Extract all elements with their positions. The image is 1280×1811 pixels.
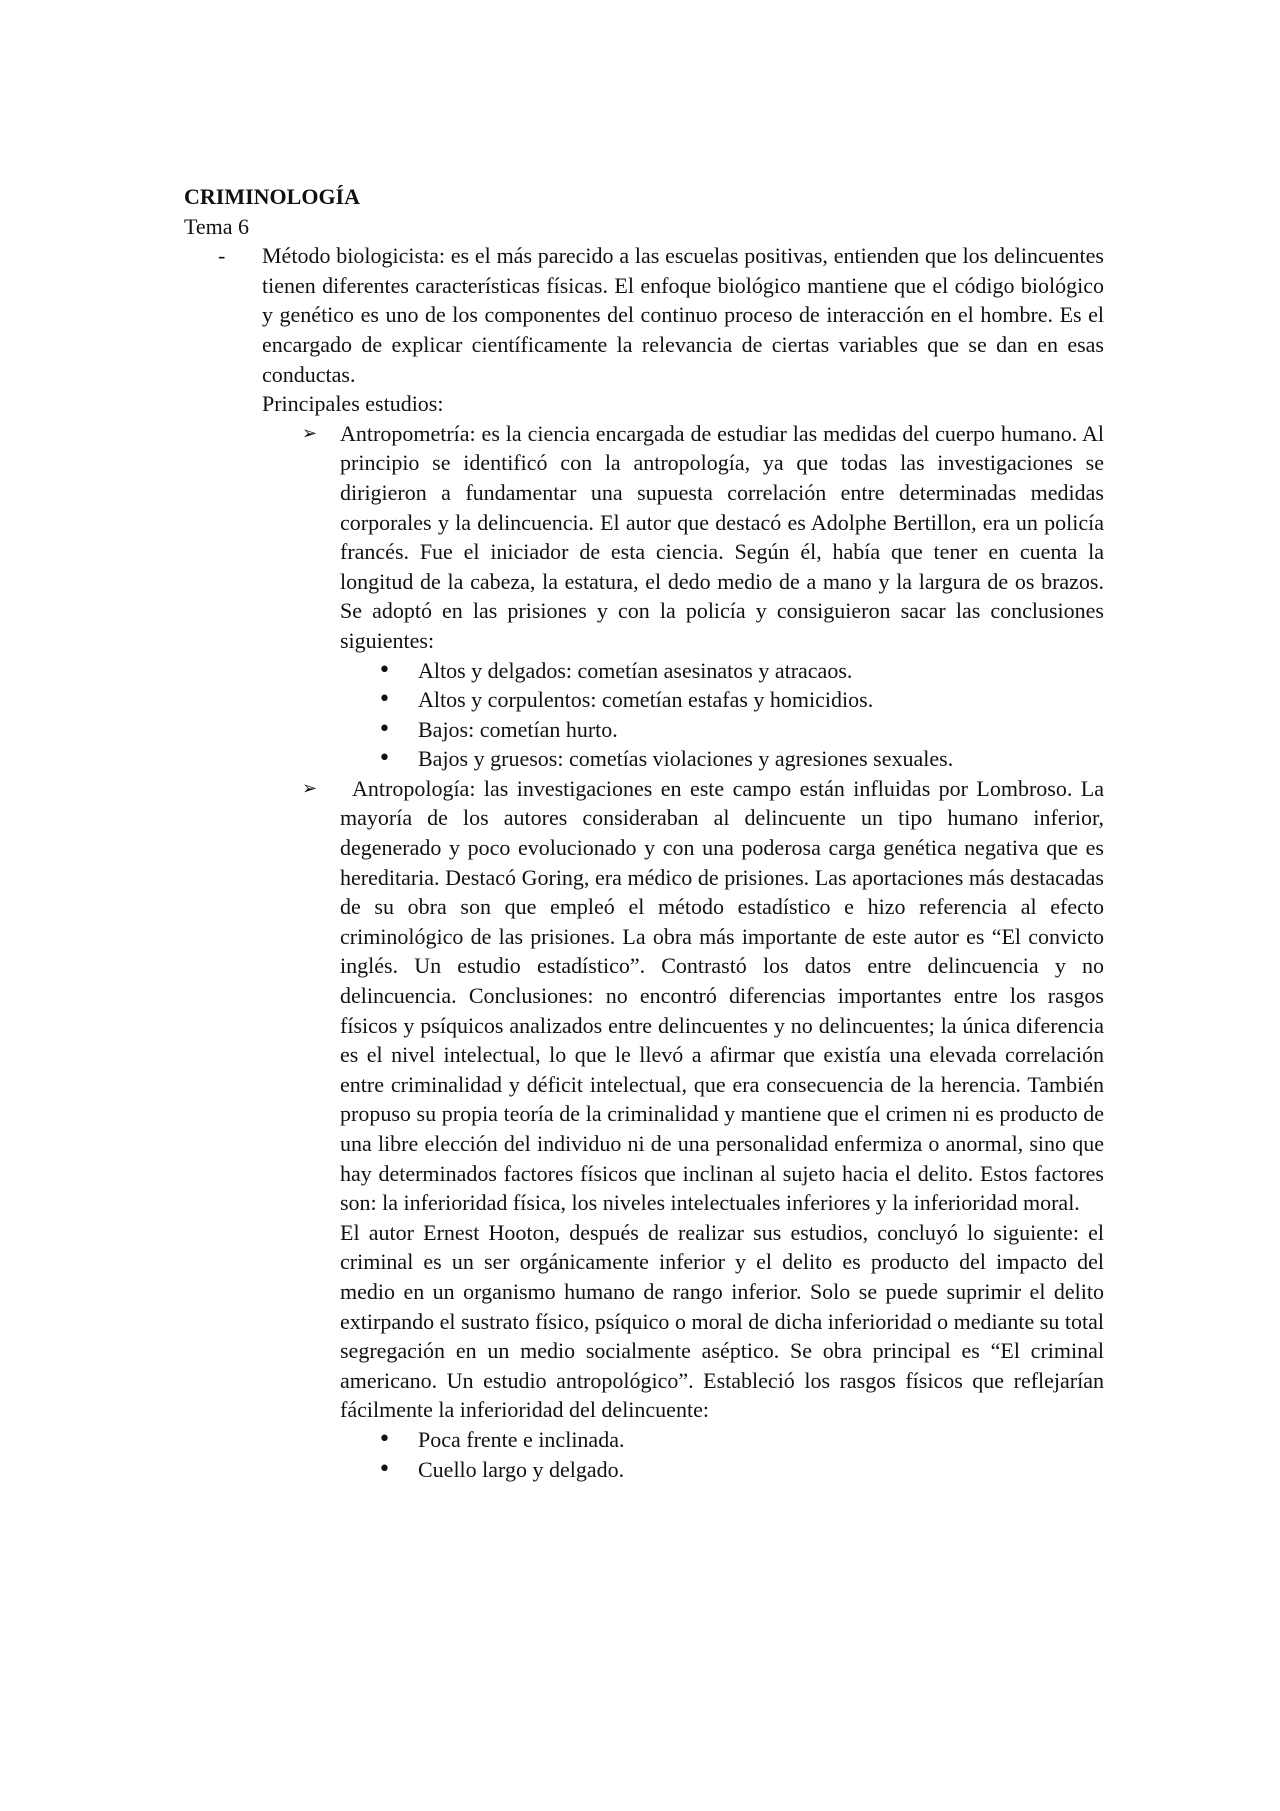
antropometria-bullet-list: [184, 656, 1104, 774]
bullet-icon: •: [378, 657, 391, 683]
bullet-icon: •: [378, 1426, 391, 1452]
antropologia-paragraph: [340, 774, 1104, 1218]
section-paragraph: Método biologicista: es el más parecido a las escuelas positivas, entienden que los delincuentes tienen diferentes características físicas. El enfoque biológico mantiene que el código biológico y genético es uno de los componentes del continuo proceso de interacción en el hombre. Es el encargado de explicar científicamente la relevancia de ciertas variables que se dan en esas conductas.: [262, 243, 1104, 387]
document-subtitle: Tema 6: [184, 213, 250, 239]
list-item-text: Cuello largo y delgado.: [418, 1456, 625, 1482]
arrow-bullet-icon: ➢: [302, 422, 318, 444]
document-title: CRIMINOLOGÍA: [184, 184, 361, 209]
list-item: [378, 1455, 1104, 1485]
antropometria-paragraph: Antropometría: es la ciencia encargada de estudiar las medidas del cuerpo humano. Al principio se identificó con la antropología, ya que todas las investigaciones se dirigieron a fundamentar una supuesta correlación entre determinadas medidas corporales y la delincuencia. El autor que destacó es Adolphe Bertillon, era un policía francés. Fue el iniciador de esta ciencia. Según él, había que tener en cuenta la longitud de la cabeza, la estatura, el dedo medio de a mano y la largura de os brazos. Se adoptó en las prisiones y con la policía y consiguieron sacar las conclusiones siguientes:: [340, 420, 1104, 653]
studies-label: Principales estudios:: [262, 391, 444, 417]
list-item-text: Altos y delgados: cometían asesinatos y atracaos.: [418, 657, 853, 683]
bullet-icon: •: [378, 746, 391, 772]
item-antropologia: [302, 774, 1104, 1218]
list-item: [378, 685, 1104, 715]
bullet-icon: •: [378, 687, 391, 713]
hooton-block: [340, 1218, 1104, 1425]
arrow-bullet-icon: ➢: [302, 777, 318, 799]
hooton-bullet-list: [184, 1425, 1104, 1484]
list-item: [378, 715, 1104, 745]
list-item-text: Altos y corpulentos: cometían estafas y homicidios.: [418, 687, 874, 713]
list-item: [378, 1425, 1104, 1455]
dash-marker: -: [218, 243, 226, 269]
item-antropometria: [302, 419, 1104, 656]
bullet-icon: •: [378, 1456, 391, 1482]
bullet-icon: •: [378, 716, 391, 742]
hooton-paragraph: El autor Ernest Hooton, después de realizar sus estudios, concluyó lo siguiente: el criminal es un ser orgánicamente inferior y el delito es producto del impacto del medio en un organismo humano de rango inferior. Solo se puede suprimir el delito extirpando el sustrato físico, psíquico o moral de dicha inferioridad o mediante su total segregación en un medio socialmente aséptico. Se obra principal es “El criminal americano. Un estudio antropológico”. Estableció los rasgos físicos que reflejarían fácilmente la inferioridad del delincuente:: [340, 1219, 1104, 1423]
antropologia-text: Antropología: las investigaciones en este campo están influidas por Lombroso. La mayoría de los autores consideraban al delincuente un tipo humano inferior, degenerado y poco evolucionado y con una poderosa carga genética negativa que es hereditaria. Destacó Goring, era médico de prisiones. Las aportaciones más destacadas de su obra son que empleó el método estadístico e hizo referencia al efecto criminológico de las prisiones. La obra más importante de este autor es “El convicto inglés. Un estudio estadístico”. Contrastó los datos entre delincuencia y no delincuencia. Conclusiones: no encontró diferencias importantes entre los rasgos físicos y psíquicos analizados entre delincuentes y no delincuentes; la única diferencia es el nivel intelectual, lo que le llevó a afirmar que existía una elevada correlación entre criminalidad y déficit intelectual, que era consecuencia de la herencia. También propuso su propia teoría de la criminalidad y mantiene que el crimen ni es producto de una libre elección del individuo ni de una personalidad enfermiza o anormal, sino que hay determinados factores físicos que inclinan al sujeto hacia el delito. Estos factores son: la inferioridad física, los niveles intelectuales inferiores y la inferioridad moral.: [340, 775, 1104, 1216]
list-item: [378, 656, 1104, 686]
list-item-text: Poca frente e inclinada.: [418, 1426, 625, 1452]
document-page: [184, 182, 1104, 1484]
list-item-text: Bajos: cometían hurto.: [418, 716, 618, 742]
list-item-text: Bajos y gruesos: cometías violaciones y agresiones sexuales.: [418, 746, 954, 772]
list-item: [378, 744, 1104, 774]
section-metodo-biologicista: [218, 241, 1104, 419]
